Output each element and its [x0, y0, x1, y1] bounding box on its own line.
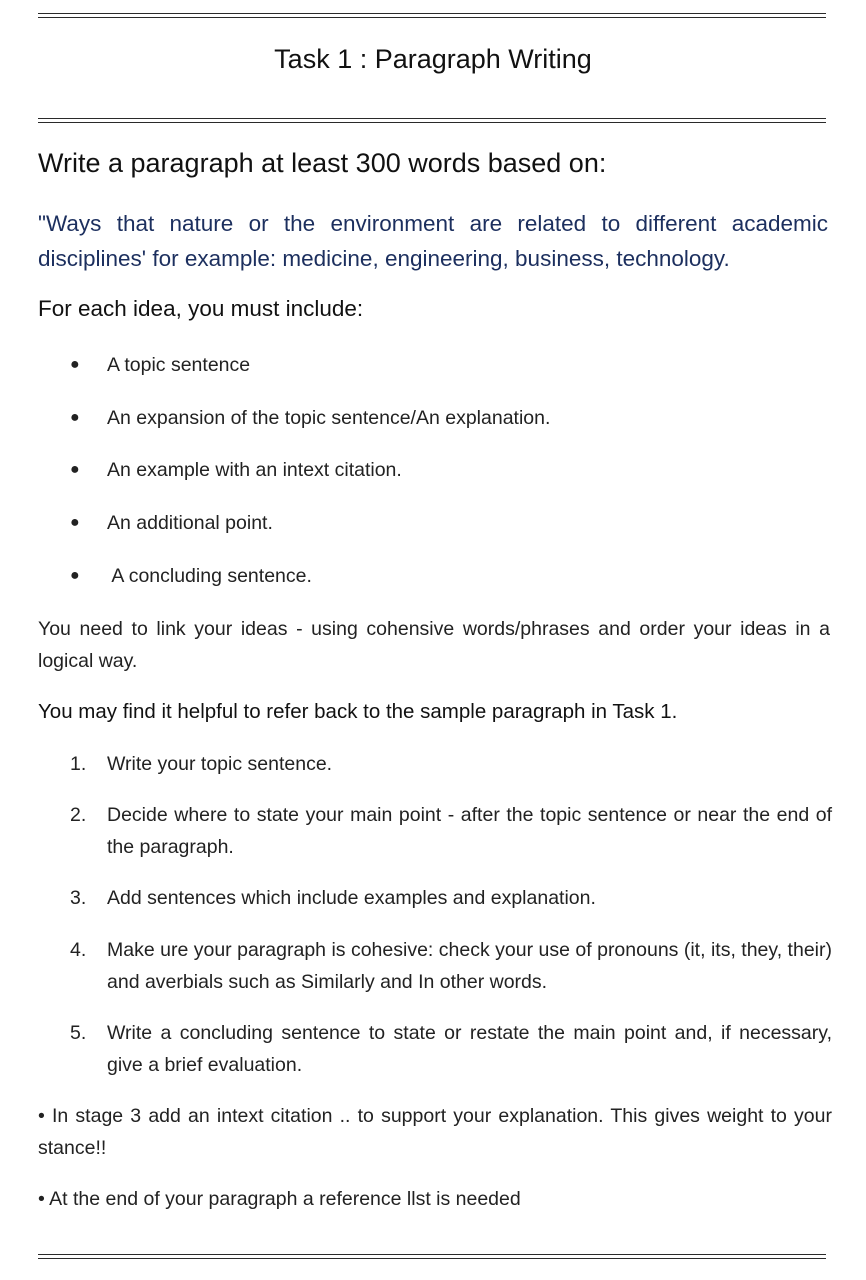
bottom-divider [38, 1254, 826, 1259]
requirement-item: ● A topic sentence [70, 354, 251, 376]
requirement-item: ● An expansion of the topic sentence/An explanation. [70, 407, 551, 429]
reference-note: • At the end of your paragraph a reference llst is needed [38, 1188, 521, 1210]
step-item: 3. Add sentences which include examples and explanation. [70, 887, 596, 909]
top-divider [38, 13, 826, 18]
bullet-icon: ● [70, 461, 80, 478]
bullet-icon: ● [70, 356, 80, 373]
title-divider [38, 118, 826, 123]
requirements-heading: For each idea, you must include: [38, 296, 364, 321]
citation-note: • In stage 3 add an intext citation .. to support your explanation. This gives weight to your stance!! [38, 1105, 832, 1159]
bullet-icon: ● [70, 409, 80, 426]
task-prompt: "Ways that nature or the environment are related to different academic disciplines' for example: medicine, engineering, business, technology. [38, 211, 828, 271]
page-title: Task 1 : Paragraph Writing [274, 44, 592, 74]
linking-note: You need to link your ideas - using cohensive words/phrases and order your ideas in a logical way. [38, 618, 830, 672]
requirement-item: ● An additional point. [70, 512, 273, 534]
task-heading: Write a paragraph at least 300 words based on: [38, 148, 607, 178]
step-item: 2. Decide where to state your main point - after the topic sentence or near the end of the paragraph. [70, 804, 832, 858]
step-item: 1. Write your topic sentence. [70, 753, 333, 775]
requirement-item: ● An example with an intext citation. [70, 459, 402, 481]
step-item: 5. Write a concluding sentence to state or restate the main point and, if necessary, give a brief evaluation. [70, 1022, 832, 1076]
bullet-icon: ● [70, 567, 80, 584]
requirement-item: ● A concluding sentence. [70, 565, 312, 587]
bullet-icon: ● [70, 514, 80, 531]
sample-note: You may find it helpful to refer back to the sample paragraph in Task 1. [38, 700, 678, 723]
step-item: 4. Make ure your paragraph is cohesive: check your use of pronouns (it, its, they, their) and averbials such as Similarly and In other words. [70, 939, 832, 993]
